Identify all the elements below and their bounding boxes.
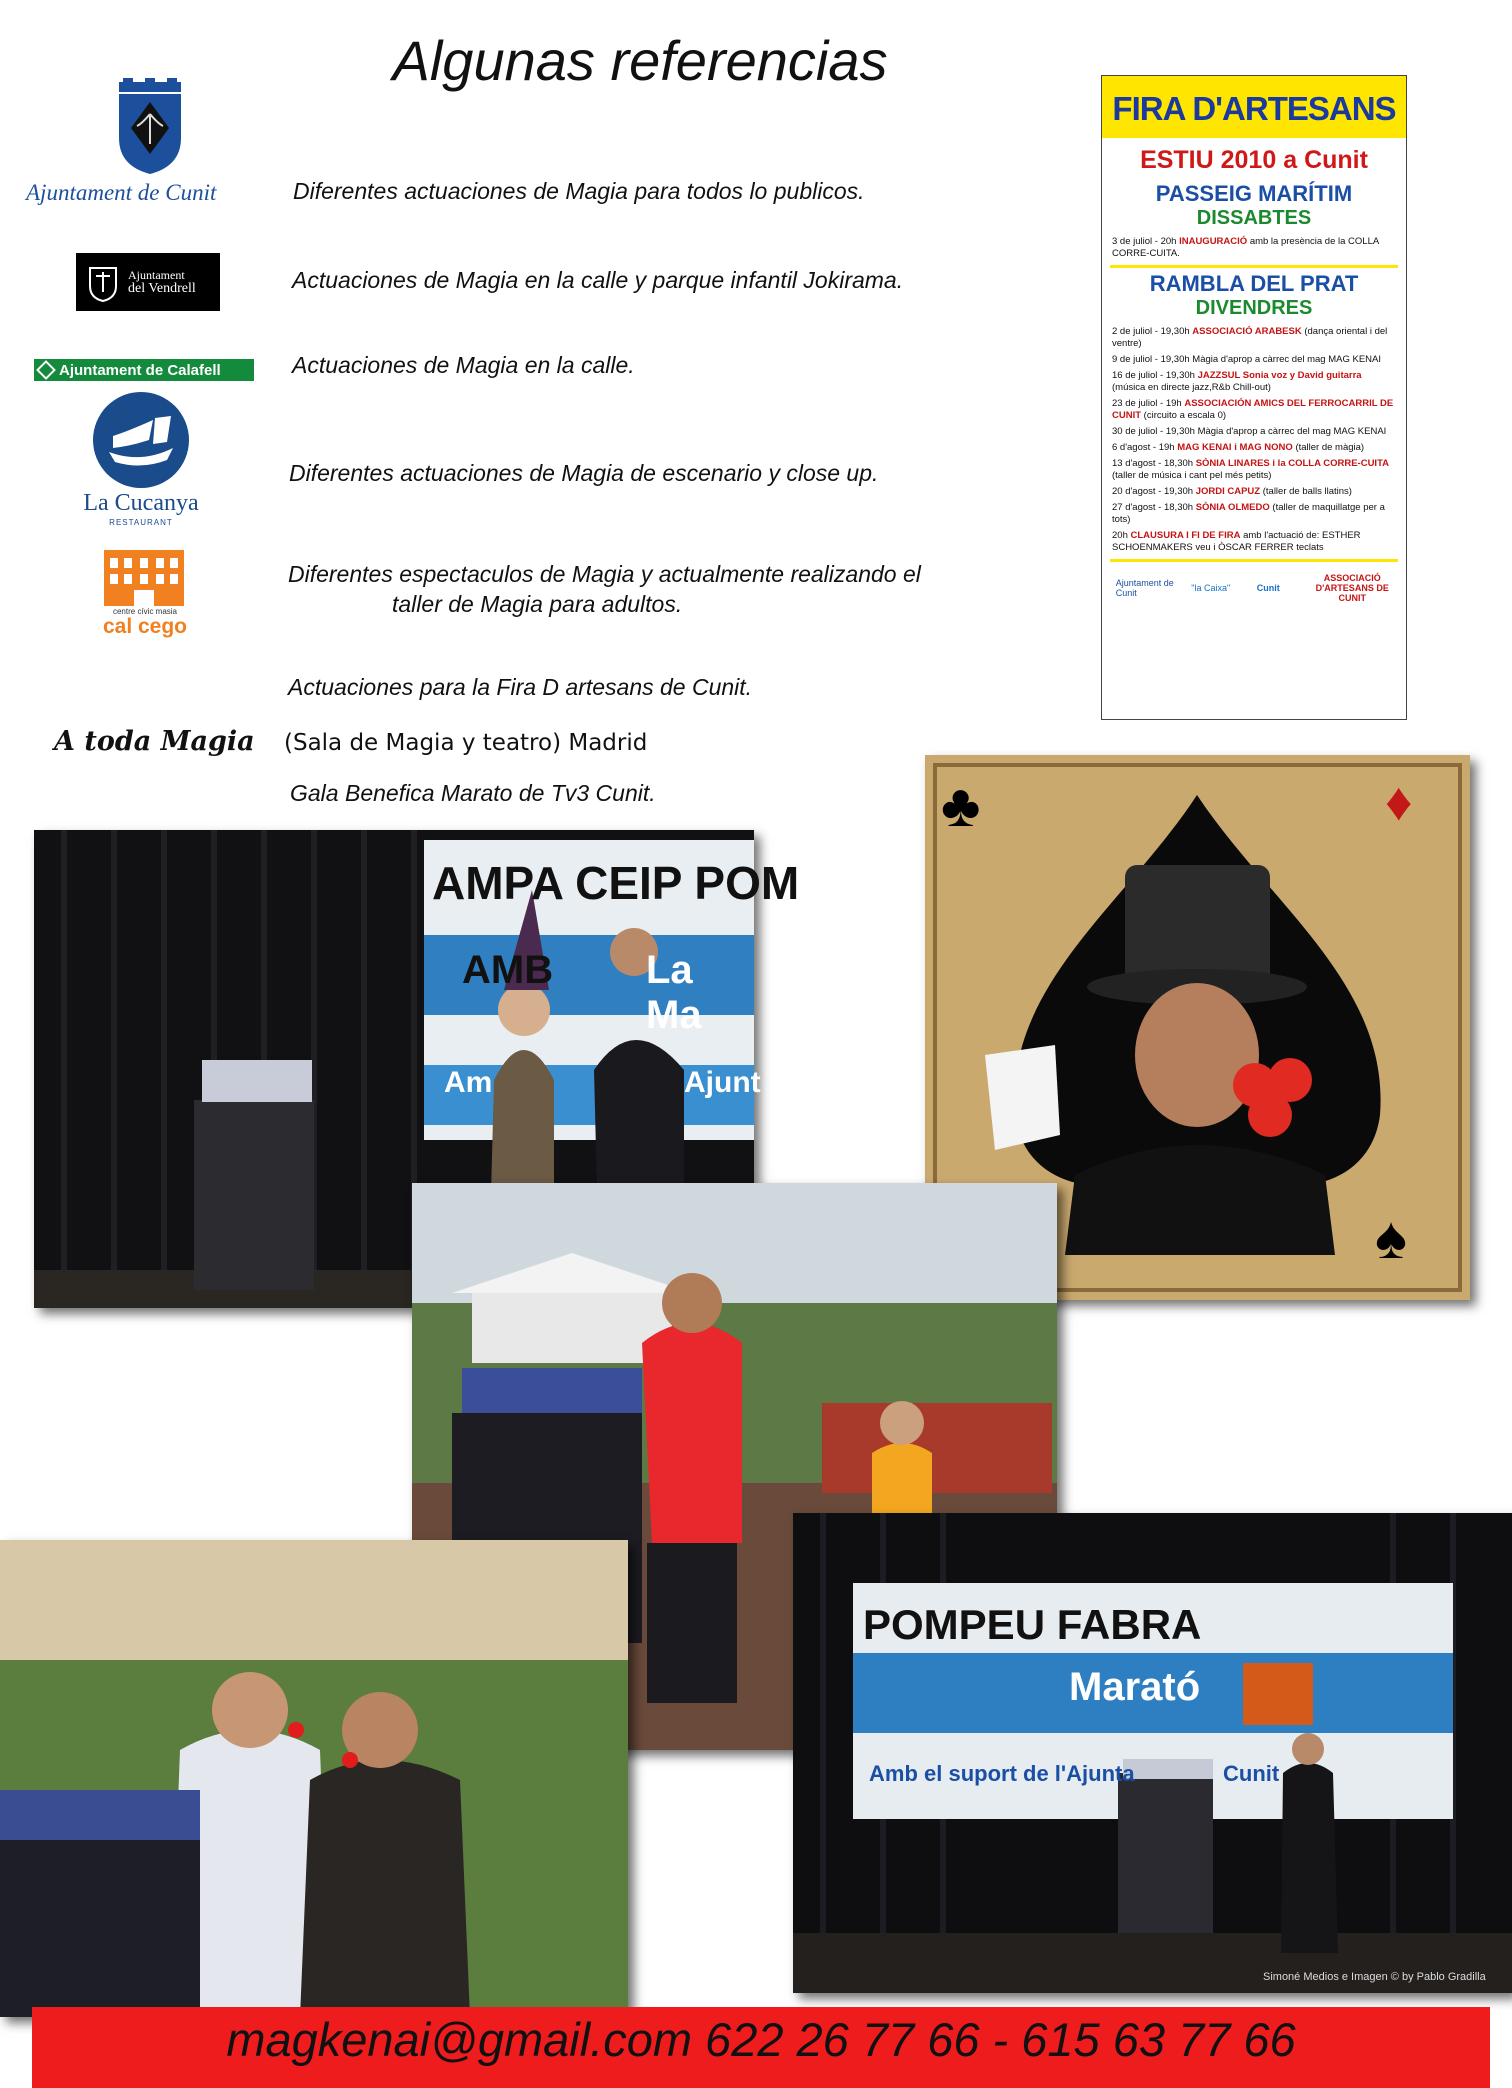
sponsor-associacio: ASSOCIACIÓ D'ARTESANS DE CUNIT xyxy=(1315,573,1389,603)
photo-credit: Simoné Medios e Imagen © by Pablo Gradilla xyxy=(1263,1971,1486,1983)
photo-stage-pompeu xyxy=(793,1513,1512,1993)
poster-row-bold: INAUGURACIÓ xyxy=(1179,236,1248,247)
two-men-illustration xyxy=(0,1540,628,2017)
poster-divider xyxy=(1110,265,1398,268)
poster-season-line xyxy=(1102,146,1406,175)
poster-row-date: 6 d'agost - 19h xyxy=(1112,442,1175,453)
poster-row-rest: amb la presència de la COLLA CORRE-CUITA. xyxy=(1112,236,1379,259)
poster-row-bold: ASSOCIACIÓN AMICS DEL FERROCARRIL DE CUNIT xyxy=(1112,398,1394,421)
poster-row-bold: JAZZSUL Sonia voz y David guitarra xyxy=(1197,370,1362,381)
fira-poster xyxy=(1101,75,1407,720)
sponsor-cunit: Ajuntament de Cunit xyxy=(1115,578,1174,598)
poster-row-date: 20 d'agost - 19,30h xyxy=(1112,486,1194,497)
calafell-mark-icon xyxy=(38,362,54,378)
stage2-banner-text: POMPEU FABRA xyxy=(863,1601,1202,1648)
poster-row-bold: ASSOCIACIÓ ARABESK xyxy=(1192,326,1302,337)
diamond-suit-icon: ♦ xyxy=(1385,772,1413,832)
vendrell-logo xyxy=(76,253,220,311)
poster-schedule-row xyxy=(1102,424,1406,440)
stage2-bottom-text: Amb el suport de l'Ajunta xyxy=(869,1761,1135,1786)
stage2-sub-text: Marató xyxy=(1069,1665,1201,1709)
poster-day1: DISSABTES xyxy=(1196,207,1312,229)
sponsor-cunit-turisme: Cunit xyxy=(1256,583,1280,593)
poster-schedule-row xyxy=(1102,368,1406,396)
cal-cego-building-icon xyxy=(104,550,184,606)
poster-schedule-row xyxy=(1102,500,1406,528)
reference-cucanya-text: Diferentes actuaciones de Magia de escenario y close up. xyxy=(289,460,879,486)
vendrell-logo-line1: Ajuntament xyxy=(128,268,185,282)
poster-row-rest: (taller de màgia) xyxy=(1295,442,1365,453)
poster-row-date: 13 d'agost - 18,30h xyxy=(1112,458,1194,469)
page-title: Algunas referencias xyxy=(392,29,888,92)
reference-marato-text: Gala Benefica Marato de Tv3 Cunit. xyxy=(290,780,656,806)
reference-fira-text: Actuaciones para la Fira D artesans de Cunit. xyxy=(288,674,753,700)
cal-cego-logo-text: cal cego xyxy=(102,615,188,638)
poster-row-date: 3 de juliol - 20h xyxy=(1112,236,1177,247)
reference-atodamagia-text: (Sala de Magia y teatro) Madrid xyxy=(284,730,648,756)
stage1-sub-text: AMB xyxy=(462,948,554,992)
poster-schedule-row xyxy=(1102,528,1406,556)
poster-schedule-row xyxy=(1102,352,1406,368)
poster-row-date: 16 de juliol - 19,30h xyxy=(1112,370,1195,381)
footer-contact: magkenai@gmail.com 622 26 77 66 - 615 63 77 66 xyxy=(226,2013,1296,2066)
poster-row-rest: (taller de balls llatins) xyxy=(1262,486,1352,497)
a-toda-magia-logo: A toda Magia xyxy=(54,726,255,757)
poster-row-rest: amb l'actuació de: ESTHER SCHOENMAKERS veu i ÒSCAR FERRER teclats xyxy=(1112,530,1361,553)
stage2-bottom2-text: Cunit xyxy=(1223,1761,1280,1786)
club-suit-icon: ♣ xyxy=(941,772,981,839)
cal-cego-logo xyxy=(104,550,184,606)
poster-row-bold: MAG KENAI i MAG NONO xyxy=(1177,442,1293,453)
reference-cunit-text: Diferentes actuaciones de Magia para todos lo publicos. xyxy=(293,178,865,204)
poster-row-date: 23 de juliol - 19h xyxy=(1112,398,1182,409)
poster-row-rest: (taller de música i cant pel més petits) xyxy=(1112,470,1272,481)
vendrell-crest-icon xyxy=(86,262,120,302)
cunit-logo xyxy=(115,78,185,176)
poster-row-bold: JORDI CAPUZ xyxy=(1195,486,1261,497)
poster-row-rest: (música en directe jazz,R&b Chill-out) xyxy=(1112,382,1271,393)
stage2-scene-illustration xyxy=(793,1513,1512,1993)
poster-season: ESTIU 2010 xyxy=(1140,146,1277,174)
poster-venue1: PASSEIG MARÍTIM xyxy=(1155,181,1353,206)
poster-divider xyxy=(1110,559,1398,562)
reference-vendrell-text: Actuaciones de Magia en la calle y parque infantil Jokirama. xyxy=(292,267,904,293)
poster-schedule-row xyxy=(1102,396,1406,424)
poster-row-date: 2 de juliol - 19,30h xyxy=(1112,326,1190,337)
poster-row-rest: Màgia d'aprop a càrrec del mag MAG KENAI xyxy=(1192,354,1382,365)
poster-row-bold: SÒNIA LINARES i la COLLA CORRE-CUITA xyxy=(1195,458,1390,469)
poster-row-date: 20h xyxy=(1112,530,1128,541)
reference-calcego-text-line2: taller de Magia para adultos. xyxy=(392,591,683,617)
poster-row-bold: SÒNIA OLMEDO xyxy=(1195,502,1270,513)
poster-banner: FIRA D'ARTESANS xyxy=(1102,76,1406,138)
poster-schedule-row xyxy=(1102,456,1406,484)
poster-row-rest: (taller de maquillatge per a tots) xyxy=(1112,502,1385,525)
poster-row-bold: CLAUSURA I FI DE FIRA xyxy=(1130,530,1241,541)
calafell-logo xyxy=(34,359,254,381)
poster-row-date: 9 de juliol - 19,30h xyxy=(1112,354,1190,365)
la-cucanya-logo xyxy=(91,390,191,490)
calafell-logo-text: Ajuntament de Calafell xyxy=(59,361,221,379)
la-cucanya-logo-text: La Cucanya xyxy=(83,490,199,516)
poster-season-connector: a xyxy=(1283,146,1298,174)
reference-calcego-text-line1: Diferentes espectaculos de Magia y actualmente realizando el xyxy=(288,561,921,587)
poster-row-date: 27 d'agost - 18,30h xyxy=(1112,502,1194,513)
stage1-sub2-text: La Ma xyxy=(646,948,702,1037)
poster-schedule-row xyxy=(1102,440,1406,456)
cunit-logo-text: Ajuntament de Cunit xyxy=(26,180,217,205)
poster-schedule xyxy=(1102,324,1406,556)
poster-schedule-row xyxy=(1102,324,1406,352)
poster-row-rest: (circuito a escala 0) xyxy=(1143,410,1227,421)
poster-row-date: 30 de juliol - 19,30h xyxy=(1112,426,1195,437)
stage1-bottom2-text: Ajunt xyxy=(684,1066,761,1099)
poster-schedule-row xyxy=(1102,484,1406,500)
cunit-shield-icon xyxy=(115,78,185,176)
spade-suit-icon: ♠ xyxy=(1375,1204,1407,1271)
reference-calafell-text: Actuaciones de Magia en la calle. xyxy=(292,352,635,378)
poster-row-rest: (dança oriental i del ventre) xyxy=(1112,326,1388,349)
poster-sponsors xyxy=(1102,565,1406,611)
cal-cego-logo-sub: centre cívic masia xyxy=(112,607,178,616)
vendrell-logo-line2: del Vendrell xyxy=(128,281,196,296)
stage1-bottom-text: Am xyxy=(444,1066,493,1099)
photo-two-men xyxy=(0,1540,628,2017)
la-cucanya-logo-sub: RESTAURANT xyxy=(109,518,173,527)
poster-venue2: RAMBLA DEL PRAT xyxy=(1149,271,1359,296)
stage1-banner-text: AMPA CEIP POM xyxy=(432,857,800,909)
poster-day2: DIVENDRES xyxy=(1195,297,1313,319)
la-cucanya-boat-icon xyxy=(91,390,191,490)
poster-row-rest: Màgia d'aprop a càrrec del mag MAG KENAI xyxy=(1197,426,1387,437)
poster-venue1-row xyxy=(1102,234,1406,262)
poster-town: Cunit xyxy=(1304,146,1368,174)
sponsor-lacaixa: "la Caixa" xyxy=(1191,583,1231,593)
